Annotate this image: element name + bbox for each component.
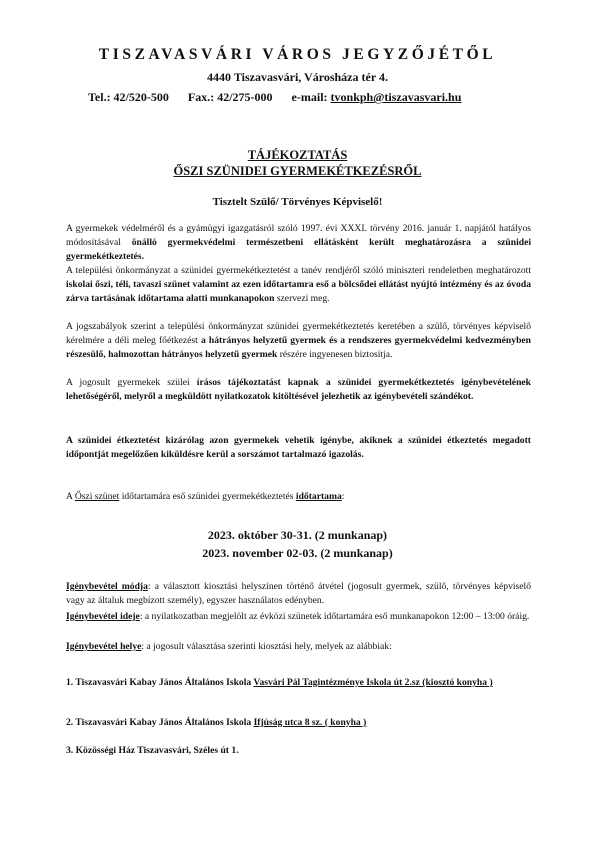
- issuer-address: 4440 Tiszavasvári, Városháza tér 4.: [207, 70, 388, 84]
- location-item: [66, 716, 536, 731]
- email-label: e-mail:: [291, 90, 328, 104]
- collection-mode-label: Igénybevétel módja: [66, 581, 148, 592]
- paragraph-emphasis: iskolai őszi, téli, tavaszi szünet valamint az ezen időtartamra eső a bölcsődei ellátást nyújtó intézmény és az óvoda zárva tartásának időtartama alatti munkanapokon: [66, 279, 531, 305]
- paragraph-legal-basis: [66, 222, 531, 265]
- paragraph-text: A gyermekek védelméről és a gyámügyi igazgatásról szóló 1997. évi XXXI. törvény 2016. január 1. napjától hatályos módosításával: [66, 223, 531, 249]
- location-name: 2. Tiszavasvári Kabay János Általános Iskola: [66, 717, 254, 728]
- paragraph-text: A: [66, 491, 75, 502]
- collection-mode: [66, 580, 531, 608]
- duration-label: időtartama: [295, 491, 342, 502]
- collection-place-label: Igénybevétel helye: [66, 641, 142, 652]
- meal-date-2: 2023. november 02-03. (2 munkanap): [202, 546, 393, 560]
- autumn-break-label: Őszi szünet: [74, 491, 120, 502]
- location-address: Ifjúság utca 8 sz. ( konyha ): [253, 717, 367, 728]
- paragraph-emphasis: írásos tájékoztatást kapnak a szünidei gyermekétkeztetés igénybevételének lehetőségéről, melyről a megküldött nyilatkozatok kitöltésével jelezhetik az igénybevételi szándékot.: [66, 377, 531, 403]
- paragraph-emphasis: a hátrányos helyzetű gyermek és a rendszeres gyermekvédelmi kedvezményben részesülő, halmozottan hátrányos helyzetű gyermek: [66, 335, 531, 361]
- collection-place: [66, 640, 531, 654]
- salutation: Tisztelt Szülő/ Törvényes Képviselő!: [212, 196, 383, 208]
- fax-number: Fax.: 42/275-000: [187, 90, 273, 104]
- collection-mode-text: : a választott kiosztási helyszínen történő átvétel (jogosult gyermek, szülő, törvényes képviselő vagy az általuk megbízott személy), egyszer használatos edényben.: [66, 581, 532, 607]
- collection-time-label: Igénybevétel ideje: [66, 611, 140, 622]
- paragraph-text: :: [341, 491, 345, 502]
- paragraph-text: A települési önkormányzat a szünidei gyermekétkeztetést a tanév rendjéről szóló miniszteri rendeletben meghatározott: [66, 265, 531, 276]
- document-title: TÁJÉKOZTATÁS: [247, 148, 348, 162]
- paragraph-organisation: [66, 264, 531, 307]
- phone-number: Tel.: 42/520-500: [88, 90, 169, 104]
- paragraph-restriction: A szünidei étkeztetést kizárólag azon gyermekek vehetik igénybe, akiknek a szünidei étkeztetés megadott időpontját megelőzően kiküldésre kerül a sorszámot tartalmazó igazolás.: [66, 435, 531, 461]
- issuer-heading: TISZAVASVÁRI VÁROS JEGYZŐJÉTŐL: [98, 46, 497, 63]
- paragraph-eligibility: [66, 320, 531, 363]
- location-item: [66, 744, 536, 759]
- location-item: [66, 676, 536, 691]
- location-name: 3. Közösségi Ház Tiszavasvári, Széles út 1.: [66, 745, 239, 756]
- paragraph-period-intro: [66, 490, 531, 504]
- meal-date-1: 2023. október 30-31. (2 munkanap): [207, 528, 388, 542]
- paragraph-text: A jogszabályok szerint a települési önkormányzat szünidei gyermekétkeztetés keretében a szülő, törvényes képviselő kérelmére a déli meleg főétkezést: [66, 321, 531, 347]
- paragraph-text: A jogosult gyermekek szülei: [66, 377, 197, 388]
- paragraph-text: időtartamára eső szünidei gyermekétkeztetés: [119, 491, 296, 502]
- paragraph-notification: [66, 376, 531, 404]
- paragraph-text: szervezi meg.: [274, 293, 330, 305]
- email-address[interactable]: tvonkph@tiszavasvari.hu: [330, 90, 462, 104]
- collection-time-text: : a nyilatkozatban megjelölt az évközi szünetek időtartamára eső munkanapokon 12:00 – 13:00 óráig.: [139, 611, 530, 622]
- collection-place-text: : a jogosult választása szerinti kiosztási hely, melyek az alábbiak:: [141, 641, 392, 652]
- paragraph-emphasis: önálló gyermekvédelmi természetbeni ellátásként került meghatározásra a szünidei gyermekétkeztetés.: [66, 237, 531, 263]
- issuer-contacts: [88, 90, 518, 105]
- paragraph-text: részére ingyenesen biztosítja.: [277, 349, 393, 361]
- location-name: 1. Tiszavasvári Kabay János Általános Iskola: [66, 677, 254, 688]
- document-subtitle: ŐSZI SZÜNIDEI GYERMEKÉTKEZÉSRŐL: [173, 164, 422, 178]
- location-address: Vasvári Pál Tagintézménye Iskola út 2.sz (kiosztó konyha ): [253, 677, 493, 688]
- collection-time: [66, 610, 531, 624]
